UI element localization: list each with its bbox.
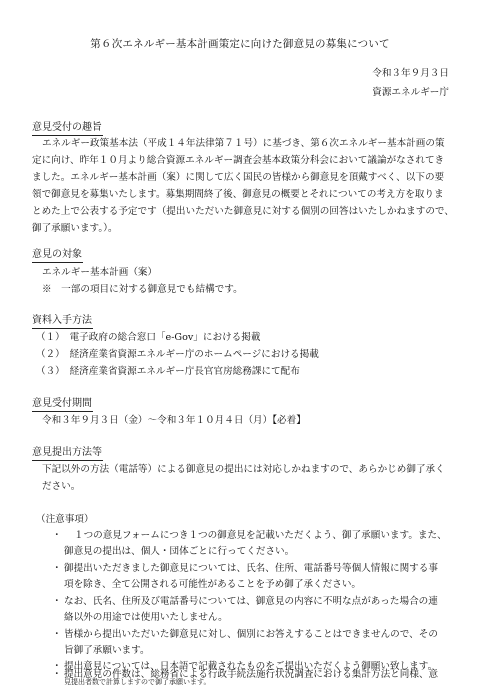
purpose-line: 定に向け、昨年１０月より総合資源エネルギー調査会基本政策分科会において議論がなされてき xyxy=(32,155,445,166)
notes-heading: （注意事項） xyxy=(36,514,94,525)
heading-target: 意見の対象 xyxy=(32,248,83,263)
materials-item: （１） 電子政府の総合窓口「e-Gov」における掲載 xyxy=(36,332,261,343)
note-line: 絡以外の用途では使用いたしません。 xyxy=(64,612,228,623)
note-line: 旨御了承願います。 xyxy=(64,645,150,656)
heading-purpose: 意見受付の趣旨 xyxy=(32,121,103,136)
document-title: 第６次エネルギー基本計画策定に向けた御意見の募集について xyxy=(90,38,390,50)
note-bullet: ・ xyxy=(52,669,62,680)
materials-item: （３） 経済産業省資源エネルギー庁長官官房総務課にて配布 xyxy=(36,366,300,377)
materials-item: （２） 経済産業省資源エネルギー庁のホームページにおける掲載 xyxy=(36,349,319,360)
note-line: 提出意見については、日本語で記載されたものをご提出いただくよう御願い致します。 xyxy=(64,661,438,672)
purpose-line: とめた上で公表する予定です（提出いただいた御意見に対する個別の回答はいたしかねますので、 xyxy=(32,206,454,217)
method-line: ださい。 xyxy=(42,481,81,492)
document-date: 令和３年９月３日 xyxy=(372,68,449,79)
period-text: 令和３年９月３日（金）～令和３年１０月４日（月）【必着】 xyxy=(42,415,306,426)
target-note: ※ 一部の項目に対する御意見でも結構です。 xyxy=(42,284,243,295)
heading-period: 意見受付期間 xyxy=(32,397,93,412)
note-line: １つの意見フォームにつき１つの御意見を記載いただくよう、御了承願います。また、 xyxy=(74,530,447,541)
note-line: 御提出いただきました御意見については、氏名、住所、電話番号等個人情報に関する事 xyxy=(64,563,438,574)
note-line: 御意見の提出は、個人・団体ごとに行ってください。 xyxy=(64,546,295,557)
note-bullet: ・ xyxy=(52,661,62,672)
method-line: 下記以外の方法（電話等）による御意見の提出には対応しかねますので、あらかじめ御了承く xyxy=(42,464,445,475)
issuing-agency: 資源エネルギー庁 xyxy=(372,87,449,98)
heading-method: 意見提出方法等 xyxy=(32,446,103,461)
note-line: 見提出者数で計算しますので御了承願います。 xyxy=(64,678,211,686)
purpose-line: 領で御意見を募集いたします。募集期間終了後、御意見の概要とそれについての考え方を取りま xyxy=(32,189,444,200)
note-bullet: ・ xyxy=(52,563,62,574)
note-line: なお、氏名、住所及び電話番号については、御意見の内容に不明な点があった場合の連 xyxy=(64,596,438,607)
target-item: エネルギー基本計画（案） xyxy=(42,267,158,278)
note-line: 項を除き、全て公開される可能性があることを予め御了承ください。 xyxy=(64,579,362,590)
purpose-line: エネルギー政策基本法（平成１４年法律第７１号）に基づき、第６次エネルギー基本計画の策 xyxy=(42,138,445,149)
note-bullet: ・ xyxy=(52,629,62,640)
purpose-line: 御了承願います。）。 xyxy=(32,223,118,234)
purpose-line: ました。エネルギー基本計画（案）に関して広く国民の皆様から御意見を頂戴すべく、以下の要 xyxy=(32,172,445,183)
note-line: 提出意見の件数は、総務省による行政手続法施行状況調査における集計方法と同様、意 xyxy=(64,669,439,680)
heading-materials: 資料入手方法 xyxy=(32,314,93,329)
note-bullet: ・ xyxy=(52,596,62,607)
note-line: 皆様から提出いただいた御意見に対し、個別にお答えすることはできませんので、その xyxy=(64,629,438,640)
note-bullet: ・ xyxy=(52,530,62,541)
